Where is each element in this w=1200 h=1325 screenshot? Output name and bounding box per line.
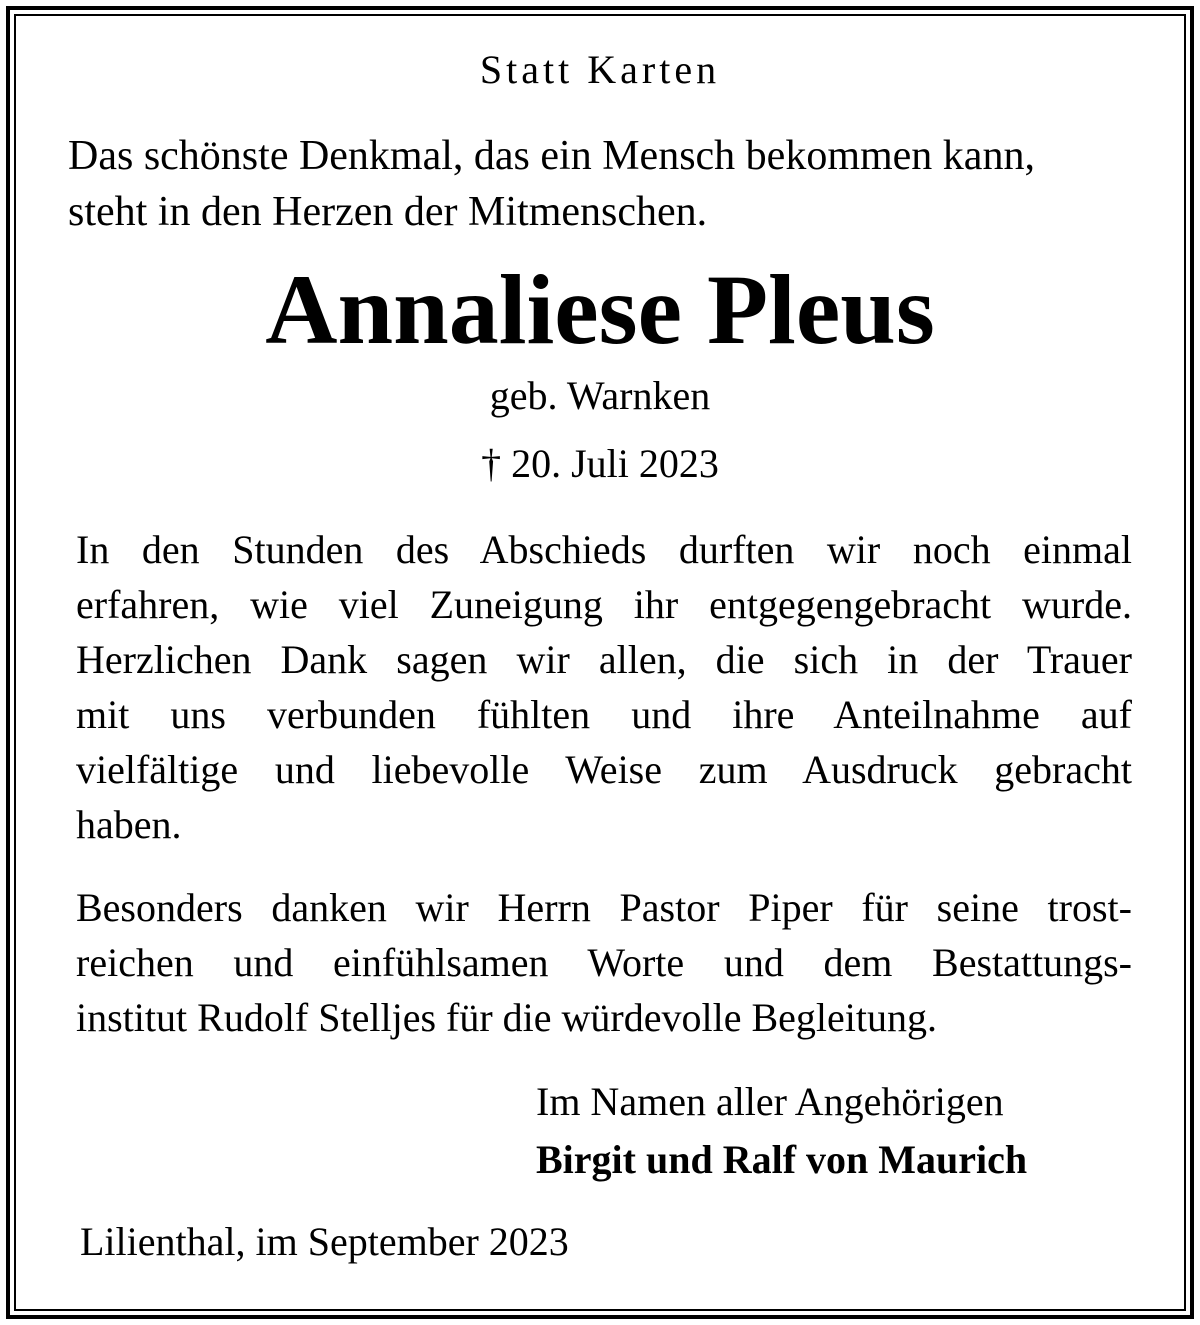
motto-line: steht in den Herzen der Mitmenschen. <box>68 189 708 235</box>
thanks-paragraph <box>76 522 1132 852</box>
paragraph-line: reichen und einfühlsamen Worte und dem Bestattungs- <box>76 940 1132 985</box>
paragraph-line: vielfältige und liebevolle Weise zum Ausdruck gebracht <box>76 747 1132 792</box>
paragraph-line: mit uns verbunden fühlten und ihre Anteilnahme auf <box>76 692 1132 737</box>
paragraph-line: erfahren, wie viel Zuneigung ihr entgegengebracht wurde. <box>76 582 1132 627</box>
paragraph-line: Besonders danken wir Herrn Pastor Piper für seine trost- <box>76 885 1132 930</box>
death-date: † 20. Juli 2023 <box>481 441 719 486</box>
motto-line: Das schönste Denkmal, das ein Mensch bekommen kann, <box>68 133 1035 179</box>
special-thanks-paragraph <box>76 880 1132 1045</box>
deceased-name: Annaliese Pleus <box>265 254 935 365</box>
paragraph-line: haben. <box>76 802 182 847</box>
signature-names: Birgit und Ralf von Maurich <box>536 1137 1028 1182</box>
paragraph-line: institut Rudolf Stelljes für die würdevolle Begleitung. <box>76 995 937 1040</box>
place-date: Lilienthal, im September 2023 <box>80 1219 569 1264</box>
paragraph-line: In den Stunden des Abschieds durften wir noch einmal <box>76 527 1132 572</box>
paragraph-line: Herzlichen Dank sagen wir allen, die sich in der Trauer <box>76 637 1132 682</box>
maiden-name: geb. Warnken <box>489 373 711 418</box>
signature-intro: Im Namen aller Angehörigen <box>536 1079 1004 1124</box>
header-text: Statt Karten <box>479 47 721 92</box>
